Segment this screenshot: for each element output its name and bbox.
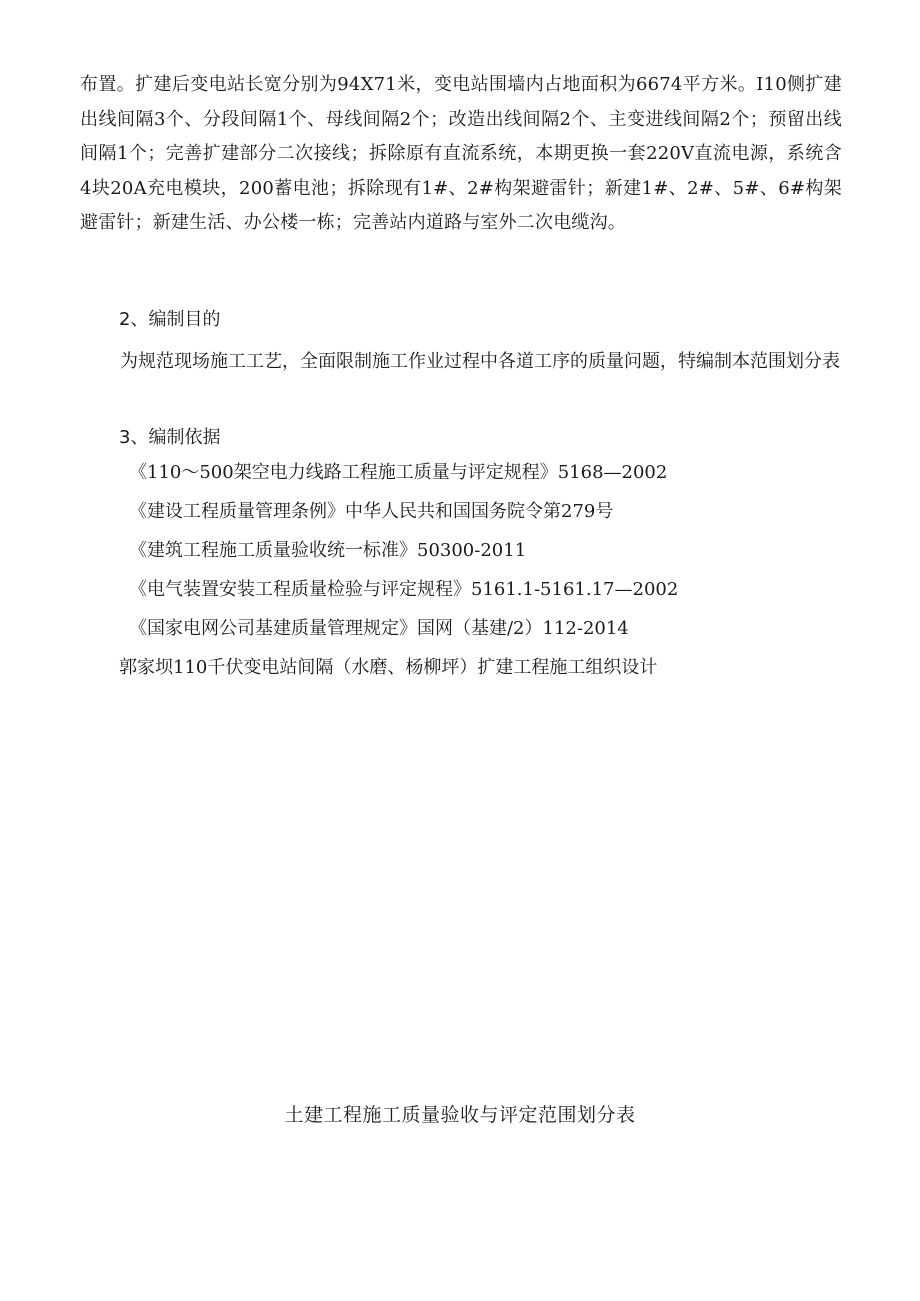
section-heading-purpose: 2、编制目的 xyxy=(119,309,221,330)
reference-item: 《建筑工程施工质量验收统一标准》50300-2011 xyxy=(129,540,527,561)
reference-item: 《建设工程质量管理条例》中华人民共和国国务院令第279号 xyxy=(129,501,614,522)
table-title: 土建工程施工质量验收与评定范围划分表 xyxy=(284,1104,636,1126)
reference-item: 《电气装置安装工程质量检验与评定规程》5161.1-5161.17—2002 xyxy=(129,579,679,600)
reference-item: 《国家电网公司基建质量管理规定》国网（基建/2）112-2014 xyxy=(129,618,629,639)
section-heading-basis: 3、编制依据 xyxy=(119,427,221,448)
reference-list xyxy=(119,460,678,694)
reference-item: 《110～500架空电力线路工程施工质量与评定规程》5168—2002 xyxy=(129,462,668,483)
reference-item: 郭家坝110千伏变电站间隔（水磨、杨柳坪）扩建工程施工组织设计 xyxy=(119,657,658,678)
purpose-paragraph: 为规范现场施工工艺，全面限制施工作业过程中各道工序的质量问题，特编制本范围划分表 xyxy=(120,351,840,372)
intro-paragraph: 布置。扩建后变电站长宽分别为94X71米，变电站围墙内占地面积为6674平方米。I10侧扩建出线间隔3个、分段间隔1个、母线间隔2个；改造出线间隔2个、主变进线间隔2个；预留出线间隔1个；完善扩建部分二次接线；拆除原有直流系统，本期更换一套220V直流电源，系统含4块20A充电模块，200蓄电池；拆除现有1#、2#构架避雷针；新建1#、2#、5#、6#构架避雷针；新建生活、办公楼一栋；完善站内道路与室外二次电缆沟。 xyxy=(80,74,842,234)
